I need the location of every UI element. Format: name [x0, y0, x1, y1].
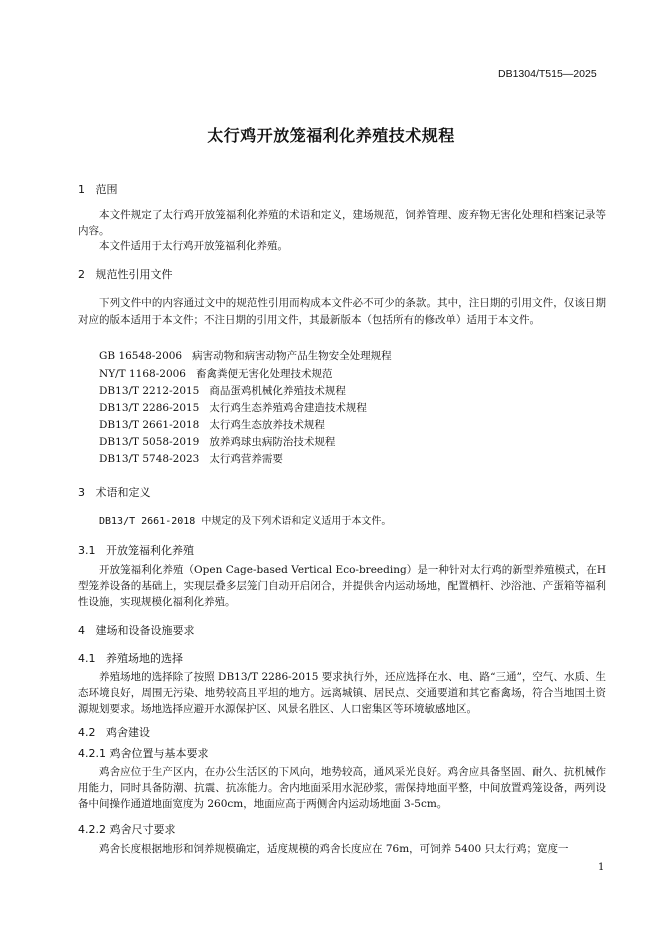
reference-code: DB13/T 2661-2018 — [99, 419, 200, 431]
section-number: 4.2 — [78, 726, 96, 739]
reference-name: 放养鸡球虫病防治技术规程 — [209, 436, 336, 448]
section-1-heading — [78, 181, 118, 197]
reference-item — [99, 417, 325, 433]
section-title: 鸡舍尺寸要求 — [109, 823, 176, 836]
section-title: 术语和定义 — [95, 486, 151, 499]
reference-item — [99, 451, 283, 467]
page-number: 1 — [598, 862, 605, 873]
section-number: 4.1 — [78, 652, 96, 665]
page-title: 太行鸡开放笼福利化养殖技术规程 — [207, 126, 455, 145]
paragraph: DB13/T 2661-2018 中规定的及下列术语和定义适用于本文件。 — [99, 516, 392, 527]
paragraph: 下列文件中的内容通过文中的规范性引用而构成本文件必不可少的条款。其中，注日期的引用文件，仅该日期对应的版本适用于本文件；不注日期的引用文件，其最新版本（包括所有的修改单）适用于本文件。 — [78, 297, 606, 326]
section-4-heading — [78, 622, 195, 638]
paragraph: 养殖场地的选择除了按照 DB13/T 2286-2015 要求执行外，还应选择在水、电、路“三通”，空气、水质、生态环境良好，周围无污染、地势较高且平坦的地方。远离城镇、居民点、交通要道和其它畜禽场，符合当地国土资源规划要求。场地选择应避开水源保护区、风景名胜区、人口密集区等环境敏感地区。 — [78, 671, 606, 715]
subsection-4-2-heading — [78, 724, 150, 740]
subsection-3-1-heading — [78, 542, 194, 558]
paragraph: 开放笼福利化养殖（Open Cage-based Vertical Eco-breeding）是一种针对太行鸡的新型养殖模式，在H 型笼养设备的基础上，实现层叠多层笼门自动开启闭合，并提供舍内运动场地，配置栖杆、沙浴池、产蛋箱等福利性设施，实现规模化福利化养殖。 — [78, 564, 606, 608]
section-number: 3.1 — [78, 544, 96, 557]
reference-code: GB 16548-2006 — [99, 350, 183, 362]
section-title: 开放笼福利化养殖 — [106, 544, 194, 557]
subsection-4-2-2-heading — [78, 821, 176, 837]
reference-name: 畜禽粪便无害化处理技术规范 — [196, 368, 333, 380]
reference-name: 太行鸡生态放养技术规程 — [209, 419, 325, 431]
section-number: 4.2.2 — [78, 823, 106, 836]
section-title: 范围 — [95, 183, 118, 196]
reference-name: 太行鸡生态养殖鸡舍建造技术规程 — [209, 402, 367, 414]
section-title: 规范性引用文件 — [95, 268, 173, 281]
reference-item — [99, 348, 392, 364]
reference-code: DB13/T 2286-2015 — [99, 402, 200, 414]
document-number: DB1304/T515—2025 — [498, 68, 597, 80]
paragraph: 本文件适用于太行鸡开放笼福利化养殖。 — [99, 240, 288, 252]
section-number: 1 — [78, 183, 85, 196]
reference-item — [99, 383, 346, 399]
section-2-heading — [78, 266, 173, 282]
section-number: 4.2.1 — [78, 747, 106, 760]
reference-item — [99, 434, 335, 450]
section-title: 鸡舍位置与基本要求 — [109, 747, 209, 760]
section-3-heading — [78, 484, 151, 500]
reference-name: 病害动物和病害动物产品生物安全处理规程 — [192, 350, 392, 362]
section-number: 4 — [78, 624, 85, 637]
subsection-4-2-1-heading — [78, 745, 209, 761]
reference-code: DB13/T 5748-2023 — [99, 453, 200, 465]
section-title: 建场和设备设施要求 — [95, 624, 195, 637]
section-title: 鸡舍建设 — [106, 726, 150, 739]
paragraph: 鸡舍长度根据地形和饲养规模确定，适度规模的鸡舍长度应在 76m，可饲养 5400 只太行鸡；宽度一 — [99, 843, 569, 855]
paragraph: 鸡舍应位于生产区内，在办公生活区的下风向，地势较高，通风采光良好。鸡舍应具备坚固、耐久、抗机械作用能力，同时具备防潮、抗震、抗冻能力。舍内地面采用水泥砂浆，需保持地面平整，中间放置鸡笼设备，两列设备中间操作通道地面宽度为 260cm，地面应高于两侧舍内运动场地面 3-5cm。 — [78, 766, 606, 810]
reference-item — [99, 366, 333, 382]
reference-name: 太行鸡营养需要 — [209, 453, 283, 465]
section-number: 2 — [78, 268, 85, 281]
reference-item — [99, 400, 367, 416]
reference-code: NY/T 1168-2006 — [99, 368, 186, 380]
section-number: 3 — [78, 486, 85, 499]
section-title: 养殖场地的选择 — [106, 652, 183, 665]
paragraph: 本文件规定了太行鸡开放笼福利化养殖的术语和定义，建场规范，饲养管理、废弃物无害化处理和档案记录等内容。 — [78, 209, 606, 237]
reference-code: DB13/T 2212-2015 — [99, 385, 200, 397]
reference-name: 商品蛋鸡机械化养殖技术规程 — [209, 385, 346, 397]
reference-code: DB13/T 5058-2019 — [99, 436, 200, 448]
subsection-4-1-heading — [78, 650, 183, 666]
